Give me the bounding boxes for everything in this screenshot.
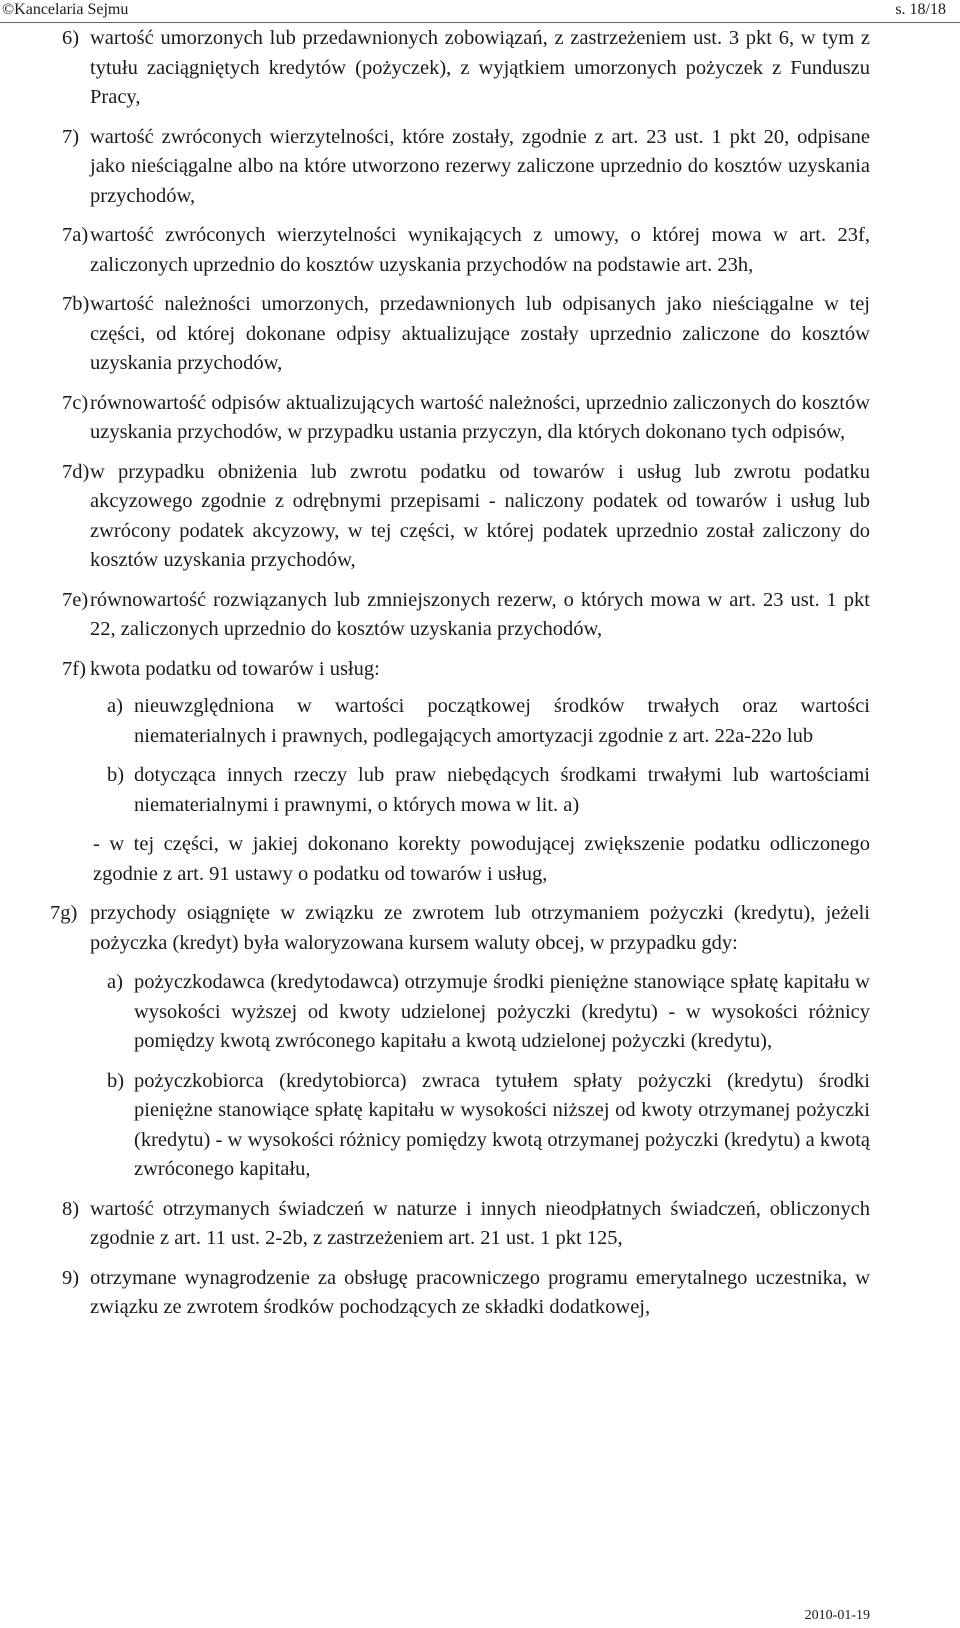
sub-item bbox=[0, 1067, 960, 1185]
item-text: wartość zwróconych wierzytelności, które zostały, zgodnie z art. 23 ust. 1 pkt 20, odpisane jako nieściągalne albo na które utworzono rezerwy zaliczone uprzednio do kosztów uzyskania przychodów, bbox=[90, 125, 870, 207]
sub-item-letter: b) bbox=[107, 1069, 125, 1092]
page-number: s. 18/18 bbox=[895, 1, 946, 18]
item-text: otrzymane wynagrodzenie za obsługę pracowniczego programu emerytalnego uczestnika, w związku ze zwrotem środków pochodzących ze składki dodatkowej, bbox=[90, 1266, 870, 1318]
list-item bbox=[0, 24, 960, 113]
sub-item-letter: b) bbox=[107, 764, 125, 786]
list-item bbox=[0, 389, 960, 448]
sub-item-text: nieuwzględniona w wartości początkowej środków trwałych oraz wartości niematerialnych i prawnych, podlegających amortyzacji zgodnie z art. 22a-22o lub bbox=[134, 695, 870, 747]
dash-clause-text: - w tej części, w jakiej dokonano korekty powodującej zwiększenie podatku odliczonego zgodnie z art. 91 ustawy o podatku od towarów i usług, bbox=[93, 833, 870, 885]
list-item bbox=[0, 123, 960, 212]
item-number: 7d) bbox=[62, 460, 90, 483]
list-item bbox=[0, 899, 960, 958]
document-date: 2010-01-19 bbox=[804, 1608, 870, 1623]
item-text: równowartość rozwiązanych lub zmniejszonych rezerw, o których mowa w art. 23 ust. 1 pkt 22, zaliczonych uprzednio do kosztów uzyskania przychodów, bbox=[90, 588, 870, 640]
item-number: 7b) bbox=[62, 293, 90, 315]
item-number: 9) bbox=[62, 1266, 80, 1289]
list-item bbox=[0, 221, 960, 280]
item-number: 7g) bbox=[50, 902, 78, 924]
list-item bbox=[0, 1264, 960, 1323]
list-item bbox=[0, 1195, 960, 1254]
sub-item bbox=[0, 761, 960, 820]
list-item bbox=[0, 586, 960, 645]
sub-item-text: pożyczkodawca (kredytodawca) otrzymuje środki pieniężne stanowiące spłatę kapitału w wysokości wyższej od kwoty udzielonej pożyczki (kredytu) - w wysokości różnicy pomiędzy kwotą zwróconego kapitału a kwotą udzielonej pożyczki (kredytu), bbox=[134, 971, 870, 1052]
list-item bbox=[0, 290, 960, 379]
list-item bbox=[0, 655, 960, 685]
page-footer bbox=[805, 1608, 870, 1624]
sub-item-letter: a) bbox=[107, 695, 123, 717]
list-item bbox=[0, 458, 960, 576]
item-text: wartość otrzymanych świadczeń w naturze i innych nieodpłatnych świadczeń, obliczonych zgodnie z art. 11 ust. 2-2b, z zastrzeżeniem art. 21 ust. 1 pkt 125, bbox=[90, 1197, 870, 1249]
item-text: wartość zwróconych wierzytelności wynikających z umowy, o której mowa w art. 23f, zaliczonych uprzednio do kosztów uzyskania przychodów na podstawie art. 23h, bbox=[90, 224, 870, 276]
sub-item bbox=[0, 968, 960, 1057]
item-number: 7) bbox=[62, 125, 80, 148]
item-text: w przypadku obniżenia lub zwrotu podatku od towarów i usług lub zwrotu podatku akcyzowego zgodnie z odrębnymi przepisami - naliczony podatek od towarów i usług lub zwrócony podatek akcyzowy, w tej części, w której podatek uprzednio został zaliczony do kosztów uzyskania przychodów, bbox=[90, 460, 870, 571]
item-number: 7e) bbox=[62, 588, 89, 611]
item-text: wartość umorzonych lub przedawnionych zobowiązań, z zastrzeżeniem ust. 3 pkt 6, w tym z tytułu zaciągniętych kredytów (pożyczek), z wyjątkiem umorzonych pożyczek z Funduszu Pracy, bbox=[90, 27, 870, 108]
item-text: równowartość odpisów aktualizujących wartość należności, uprzednio zaliczonych do kosztów uzyskania przychodów, w przypadku ustania przyczyn, dla których dokonano tych odpisów, bbox=[90, 391, 870, 443]
item-number: 7a) bbox=[62, 224, 89, 246]
publisher-label: ©Kancelaria Sejmu bbox=[2, 1, 129, 18]
dash-clause bbox=[0, 830, 960, 889]
document-body bbox=[0, 24, 960, 1333]
sub-item-letter: a) bbox=[107, 971, 123, 993]
sub-item-text: pożyczkobiorca (kredytobiorca) zwraca tytułem spłaty pożyczki (kredytu) środki pieniężne stanowiące spłatę kapitału w wysokości niższej od kwoty otrzymanej pożyczki (kredytu) - w wysokości różnicy pomiędzy kwotą otrzymanej pożyczki (kredytu) a kwotą zwróconego kapitału, bbox=[134, 1069, 870, 1180]
sub-item bbox=[0, 692, 960, 751]
item-text: wartość należności umorzonych, przedawnionych lub odpisanych jako nieściągalne w tej części, od której dokonane odpisy aktualizujące zostały uprzednio zaliczone do kosztów uzyskania przychodów, bbox=[90, 293, 870, 374]
item-number: 7c) bbox=[62, 391, 89, 414]
item-text: kwota podatku od towarów i usług: bbox=[90, 657, 380, 680]
sub-item-text: dotycząca innych rzeczy lub praw niebędących środkami trwałymi lub wartościami niematerialnymi i prawnymi, o których mowa w lit. a) bbox=[134, 764, 870, 816]
item-text: przychody osiągnięte w związku ze zwrotem lub otrzymaniem pożyczki (kredytu), jeżeli pożyczka (kredyt) była waloryzowana kursem waluty obcej, w przypadku gdy: bbox=[90, 902, 870, 954]
item-number: 8) bbox=[62, 1197, 80, 1220]
page-header bbox=[0, 0, 960, 23]
item-number: 7f) bbox=[62, 657, 86, 680]
item-number: 6) bbox=[62, 27, 80, 49]
